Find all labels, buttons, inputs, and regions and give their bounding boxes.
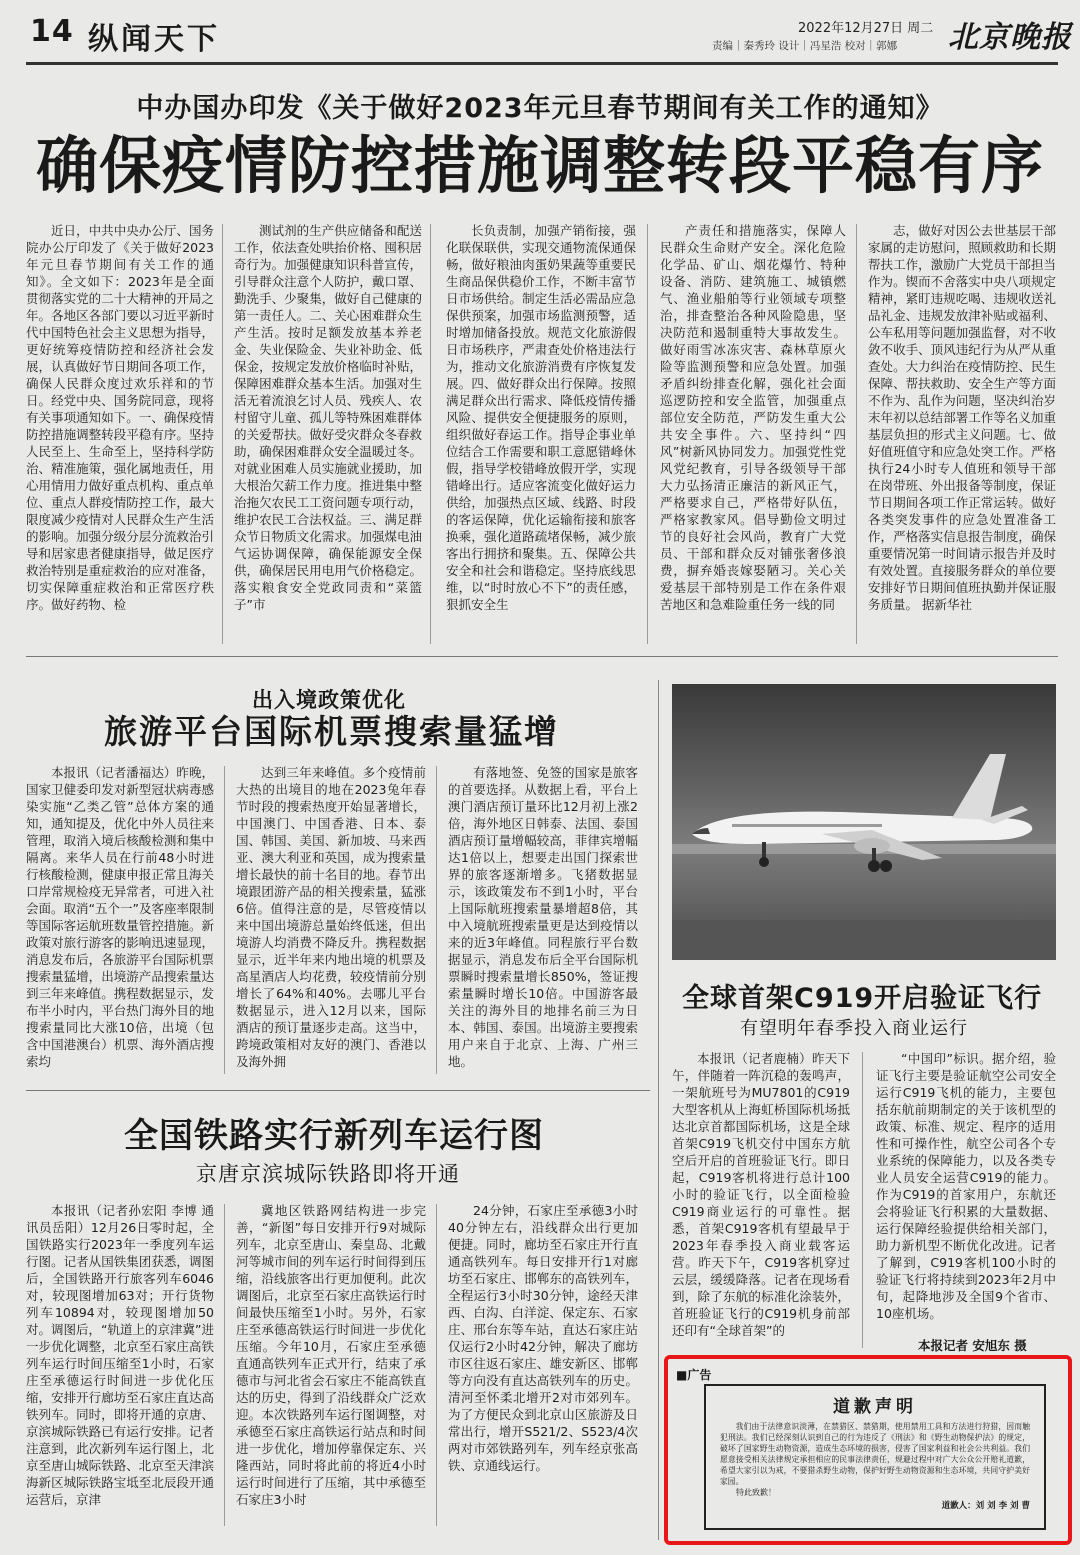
travel-story-column-3: 有落地签、免签的国家是旅客的首要选择。从数据上看，平台上澳门酒店预订量环比12月初上涨2倍，海外地区日韩泰、法国、泰国酒店预订量增幅较高，菲律宾增幅达1倍以上，想要走出国门探索世界的旅客逐渐增多。飞猪数据显示，该政策发布不到1小时，平台上国际航班搜索量暴增超8倍，其中入境航班搜索量更是达到疫情以来的近3年峰值。同程旅行平台数据显示，消息发布后全平台国际机票瞬时搜索量增长850%，签证搜索量瞬时增长10倍。中国游客最关注的海外目的地排名前三为日本、韩国、泰国。出境游主要搜索用户来自于北京、上海、广州三地。	[448, 765, 638, 1069]
c919-column-1: 本报讯（记者鹿楠）昨天下午，伴随着一阵沉稳的轰鸣声，一架航班号为MU7801的C919大型客机从上海虹桥国际机场抵达北京首都国际机场，这是全球首架C919飞机交付中国东方航空后开启的首班验证飞行。即日起，C919客机将进行总计100小时的验证飞行，以全面检验C919商业运行的可靠性。据悉，首架C919客机有望最早于2023年春季投入商业载客运营。昨天下午，C919客机穿过云层，缓缓降落。记者在现场看到，除了东航的标准化涂装外，首班验证飞行的C919机身前部还印有“全球首架”的	[672, 1051, 850, 1338]
column-divider	[430, 224, 431, 644]
column-divider	[224, 1204, 225, 1526]
column-divider	[224, 766, 225, 1074]
column-divider	[862, 1052, 863, 1348]
ad-label: ■广告	[676, 1368, 712, 1382]
top-story-kicker: 中办国办印发《关于做好2023年元旦春节期间有关工作的通知》	[136, 93, 944, 124]
railway-story-subhead: 京唐京滨城际铁路即将开通	[196, 1162, 460, 1186]
top-story-column-1: 近日，中共中央办公厅、国务院办公厅印发了《关于做好2023年元旦春节期间有关工作的通知》。全文如下：2023年是全面贯彻落实党的二十大精神的开局之年。各地区各部门要以习近平新时代中国特色社会主义思想为指导，更好统筹疫情防控和经济社会发展，认真做好节日期间各项工作，确保人民群众度过欢乐祥和的节日。经党中央、国务院同意，现将有关事项通知如下。一、确保疫情防控措施调整转段平稳有序。坚持人民至上、生命至上，坚持科学防治、精准施策，强化属地责任，用心用情用力做好重点机构、重点单位、重点人群疫情防控工作，最大限度减少疫情对人民群众生产生活的影响。加强分级分层分流救治引导和居家患者健康指导，做足医疗救治特别是重症救治的应对准备，切实保障重症救治和正常医疗秩序。做好药物、检	[26, 223, 214, 612]
section-rule	[26, 1090, 650, 1091]
ad-title: 道歉声明	[833, 1397, 917, 1417]
section-divider	[658, 680, 659, 1540]
travel-story-headline: 旅游平台国际机票搜索量猛增	[104, 712, 559, 751]
c919-subhead: 有望明年春季投入商业运行	[740, 1018, 968, 1039]
railway-story-column-3: 24分钟，石家庄至承德3小时40分钟左右，沿线群众出行更加便捷。同时，廊坊至石家庄开行直通高铁列车。每日安排开行1对廊坊至石家庄、邯郸东的高铁列车，全程运行3小时30分钟，途经天津西、白沟、白洋淀、保定东、石家庄、邢台东等车站，直达石家庄站仅运行2小时42分钟，解决了廊坊市区往返石家庄、雄安新区、邯郸等方向没有直达高铁列车的历史。清河至怀柔北增开2对市郊列车。为了方便民众到北京山区旅游及日常出行，增开S521/2、S523/4次两对市郊铁路列车，列车经京张高铁、京通线运行。	[448, 1203, 638, 1473]
c919-column-2: “中国印”标识。据介绍，验证飞行主要是验证航空公司安全运行C919飞机的能力，主要包括东航前期制定的关于该机型的政策、标准、规定、程序的适用性和可操作性，航空公司各个专业系统的保障能力，以及各类专业人员安全运营C919的能力。作为C919的首家用户，东航还会将验证飞行积累的大量数据、运行保障经验提供给相关部门，助力新机型不断优化改进。记者了解到，C919客机100小时的验证飞行将持续到2023年2月中旬，起降地涉及全国9个省市、10座机场。	[876, 1051, 1056, 1321]
top-story-column-2: 测试剂的生产供应储备和配送工作，依法查处哄抬价格、囤积居奇行为。加强健康知识科普宣传，引导群众注意个人防护，戴口罩、勤洗手、少聚集，做好自己健康的第一责任人。二、关心困难群众生产生活。按时足额发放基本养老金、失业保险金、失业补助金、低保金，按规定发放价格临时补贴，保障困难群众基本生活。加强对生活无着流浪乞讨人员、残疾人、农村留守儿童、孤儿等特殊困难群体的关爱帮扶。做好受灾群众冬春救助，确保困难群众安全温暖过冬。对就业困难人员实施就业援助，加大根治欠薪工作力度。推进集中整治拖欠农民工工资问题专项行动，维护农民工合法权益。三、满足群众节日物质文化需求。加强煤电油气运协调保障，确保能源安全保供，确保居民用电用气价格稳定。落实粮食安全党政同责和“菜篮子”市	[234, 223, 422, 612]
airplane-photo	[672, 684, 1056, 960]
top-story-column-5: 志，做好对因公去世基层干部家属的走访慰问，照顾救助和长期帮扶工作，激励广大党员干部担当作为。锲而不舍落实中央八项规定精神，紧盯违规吃喝、违规收送礼品礼金、违规发放津补贴或福利、公车私用等问题加强监督，对不收敛不收手、顶风违纪行为从严从重查处。大力纠治在疫情防控、民生保障、帮扶救助、安全生产等方面不作为、乱作为问题，坚决纠治岁末年初以总结部署工作等名义加重基层负担的形式主义问题。七、做好值班值守和应急处突工作。严格执行24小时专人值班和领导干部在岗带班、外出报备等制度，保证节日期间各项工作正常运转。做好各类突发事件的应急处置准备工作，严格落实信息报告制度，确保重要情况第一时间请示报告并及时有效处置。直接服务群众的单位要安排好节日期间值班执勤并保证服务质量。 据新华社	[868, 223, 1056, 612]
top-story-column-4: 产责任和措施落实，保障人民群众生命财产安全。深化危险化学品、矿山、烟花爆竹、特种设备、消防、建筑施工、城镇燃气、渔业船舶等行业领域专项整治，排查整治各种风险隐患，坚决防范和遏制重特大事故发生。做好雨雪冰冻灾害、森林草原火险等监测预警和应急处置。加强矛盾纠纷排查化解，强化社会面巡逻防控和安全监管，加强重点部位安全防范，严防发生重大公共安全事件。六、坚持纠“四风”树新风协同发力。加强党性党风党纪教育，引导各级领导干部大力弘扬清正廉洁的新风正气，严格要求自己，严格带好队伍，严格家教家风。倡导勤俭文明过节的良好社会风尚，教育广大党员、干部和群众反对铺张奢侈浪费，摒弃婚丧嫁娶陋习。关心关爱基层干部特别是工作在条件艰苦地区和急难险重任务一线的同	[660, 223, 846, 612]
staff-credits: 责编｜秦秀玲 设计｜冯星浩 校对｜郭娜	[712, 40, 898, 52]
railway-story-headline: 全国铁路实行新列车运行图	[124, 1116, 544, 1156]
paper-logo: 北京晚报	[948, 20, 1072, 55]
travel-story-column-1: 本报讯（记者潘福达）昨晚，国家卫健委印发对新型冠状病毒感染实施“乙类乙管”总体方案的通知，通知提及，优化中外人员往来管理，取消入境后核酸检测和集中隔离。来华人员在行前48小时进行核酸检测，健康申报正常且海关口岸常规检疫无异常者，可进入社会面。取消“五个一”及客座率限制等国际客运航班数量管控措施。新政策对旅行游客的影响迅速显现，消息发布后，各旅游平台国际机票搜索量猛增，出境游产品搜索量达到三年来峰值。携程数据显示，发布半小时内，平台热门海外目的地搜索量同比大涨10倍，出境（包含中国港澳台）机票、海外酒店搜索均	[26, 765, 214, 1069]
ad-closing: 特此致歉！	[736, 1488, 776, 1497]
column-divider	[436, 766, 437, 1074]
travel-story-kicker: 出入境政策优化	[252, 688, 406, 712]
c919-headline: 全球首架C919开启验证飞行	[682, 983, 1043, 1014]
railway-story-column-1: 本报讯（记者孙宏阳 李博 通讯员岳阳）12月26日零时起，全国铁路实行2023年一季度列车运行图。记者从国铁集团获悉，调图后，全国铁路开行旅客列车6046对，较现图增加63对；开行货物列车10894对，较现图增加50对。调图后，“轨道上的京津冀”进一步优化调整，北京至石家庄高铁列车运行时间压缩至1小时，石家庄至承德运行时间进一步优化压缩，安排开行廊坊至石家庄直达高铁列车。同时，即将开通的京唐、京滨城际铁路已有运行安排。记者注意到，此次新列车运行图上，北京至唐山城际铁路、北京至天津滨海新区城际铁路宝坻至北辰段开通运营后，京津	[26, 1203, 214, 1507]
column-divider	[856, 224, 857, 644]
ad-frame	[704, 1384, 1046, 1530]
railway-story-column-2: 冀地区铁路网结构进一步完善，“新图”每日安排开行9对城际列车，北京至唐山、秦皇岛、北戴河等城市间的列车运行时间得到压缩，沿线旅客出行更加便利。此次调图后，北京至石家庄高铁运行时间最快压缩至1小时。另外，石家庄至承德高铁运行时间进一步优化压缩。今年10月，石家庄至承德直通高铁列车正式开行，结束了承德市与河北省会石家庄不能高铁直达的历史，得到了沿线群众广泛欢迎。本次铁路列车运行图调整，对承德至石家庄高铁运行站点和时间进一步优化，增加停靠保定东、兴隆西站，同时将此前的将近4小时运行时间进行了压缩，其中承德至石家庄3小时	[236, 1203, 426, 1507]
column-divider	[222, 224, 223, 644]
page-number: 14	[30, 14, 74, 49]
c919-photo	[672, 684, 1056, 960]
section-rule	[26, 656, 1058, 657]
column-divider	[436, 1204, 437, 1526]
masthead-rule	[26, 62, 1058, 65]
ad-body: 我们由于法律意识淡薄，在禁猎区、禁猎期，使用禁用工具和方法进行狩猎，因而触犯刑法。我们已经深刻认识到自己的行为违反了《刑法》和《野生动物保护法》的规定，破坏了国家野生动物资源，造成生态环境的损害，侵害了国家利益和社会公共利益。我们愿意接受相关法律规定承担相应的民事法律责任，规避过程中对广大公众公开赔礼道歉，希望大家引以为戒，不要猎杀野生动物，保护好野生动物资源和生态环境，共同守护美好家园。	[720, 1422, 1030, 1486]
ad-signature: 道歉人：刘 刘 李 刘 曹	[941, 1501, 1030, 1511]
top-story-headline: 确保疫情防控措施调整转段平稳有序	[35, 129, 1044, 202]
column-divider	[647, 224, 648, 644]
masthead	[0, 0, 1080, 64]
section-title: 纵闻天下	[88, 22, 220, 57]
photo-credit: 本报记者 安旭东 摄	[918, 1338, 1027, 1353]
top-story-column-3: 长负责制，加强产销衔接，强化联保联供，实现交通物流保通保畅，做好粮油肉蛋奶果蔬等重要民生商品保供稳价工作，不断丰富节日市场供给。制定生活必需品应急保供预案，加强市场监测预警，适时增加储备投放。规范文化旅游假日市场秩序，严肃查处价格违法行为，推动文化旅游消费有序恢复发展。四、做好群众出行保障。按照满足群众出行需求、降低疫情传播风险、提供安全便捷服务的原则，组织做好春运工作。指导企事业单位结合工作需要和职工意愿错峰休假，指导学校错峰放假开学，实现错峰出行。适应客流变化做好运力供给，加强热点区域、线路、时段的客运保障，优化运输衔接和旅客换乘，强化道路疏堵保畅，减少旅客出行拥挤和聚集。五、保障公共安全和社会和谐稳定。坚持底线思维，以“时时放心不下”的责任感，狠抓安全生	[446, 223, 636, 612]
issue-date: 2022年12月27日 周二	[798, 21, 934, 36]
travel-story-column-2: 达到三年来峰值。多个疫情前大热的出境目的地在2023兔年春节时段的搜索热度开始显著增长，中国澳门、中国香港、日本、泰国、韩国、美国、新加坡、马来西亚、澳大利亚和英国，成为搜索量增长最快的前十名目的地。春节出境跟团游产品的相关搜索量，猛涨6倍。值得注意的是，尽管疫情以来中国出境游总量始终低迷，但出境游人均消费不降反升。携程数据显示，近半年来内地出境的机票及高星酒店人均花费，较疫情前分别增长了64%和40%。去哪儿平台数据显示，进入12月以来，国际酒店的预订量逐步走高。这当中，跨境政策相对友好的澳门、香港以及海外拥	[236, 765, 426, 1069]
